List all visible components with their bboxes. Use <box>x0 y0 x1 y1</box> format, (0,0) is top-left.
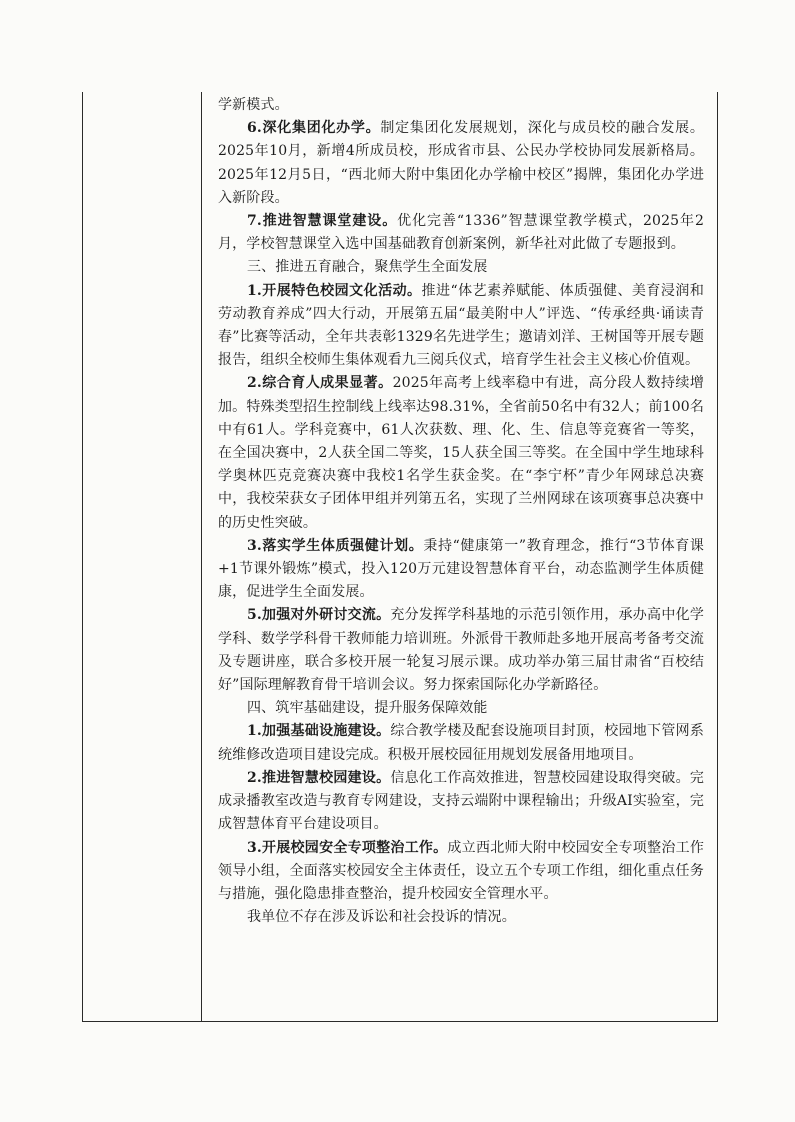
paragraph-6: 6.深化集团化办学。制定集团化发展规划，深化与成员校的融合发展。2025年10月，新增4所成员校，形成省市县、公民办学校协同发展新格局。2025年12月5日，“西北师大附中集团化办学榆中校区”揭牌，集团化办学进入新阶段。 <box>218 120 704 206</box>
section-heading-3: 三、推进五育融合，聚焦学生全面发展 <box>247 259 488 276</box>
paragraph-4-2: 2.推进智慧校园建设。信息化工作高效推进，智慧校园建设取得突破。完成录播教室改造与教育专网建设，支持云端附中课程输出；升级AI实验室，完成智慧体育平台建设项目。 <box>218 769 704 833</box>
closing-statement: 我单位不存在涉及诉讼和社会投诉的情况。 <box>247 909 516 926</box>
section-heading-4: 四、筑牢基础建设，提升服务保障效能 <box>247 700 488 717</box>
paragraph-0: 学新模式。 <box>218 97 289 113</box>
paragraph-3-2: 2.综合育人成果显著。2025年高考上线率稳中有进，高分段人数持续增加。特殊类型招生控制线上线率达98.31%，全省前50名中有32人；前100名中有61人。学科竞赛中，61人次获数、理、化、生、信息等竞赛省一等奖，在全国决赛中，2人获全国二等奖，15人获全国三等奖。在全国中学生地球科学奥林匹克竞赛决赛中我校1名学生获金奖。在“李宁杯”青少年网球总决赛中，我校荣获女子团体甲组并列第五名，实现了兰州网球在该项赛事总决赛中的历史性突破。 <box>218 375 705 531</box>
report-content <box>218 94 704 929</box>
paragraph-3-5: 5.加强对外研讨交流。充分发挥学科基地的示范引领作用，承办高中化学学科、数学学科骨干教师能力培训班。外派骨干教师赴多地开展高考备考交流及专题讲座，联合多校开展一轮复习展示课。成功举办第三届甘肃省“百校结好”国际理解教育骨干培训会议。努力探索国际化办学新路径。 <box>218 607 704 694</box>
paragraph-4-1: 1.加强基础设施建设。综合教学楼及配套设施项目封顶，校园地下管网系统维修改造项目建设完成。积极开展校园征用规划发展备用地项目。 <box>218 723 704 763</box>
paragraph-7: 7.推进智慧课堂建设。优化完善“1336”智慧课堂教学模式，2025年2月，学校智慧课堂入选中国基础教育创新案例，新华社对此做了专题报到。 <box>218 213 705 253</box>
paragraph-3-1: 1.开展特色校园文化活动。推进“体艺素养赋能、体质强健、美育浸润和劳动教育养成”四大行动，开展第五届“最美附中人”评选、“传承经典·诵读青春”比赛等活动，全年共表彰1329名先进学生；邀请刘洋、王树国等开展专题报告，组织全校师生集体观看九三阅兵仪式，培育学生社会主义核心价值观。 <box>218 282 704 369</box>
paragraph-4-3: 3.开展校园安全专项整治工作。成立西北师大附中校园安全专项整治工作领导小组，全面落实校园安全主体责任，设立五个专项工作组，细化重点任务与措施，强化隐患排查整治，提升校园安全管理水平。 <box>218 839 704 902</box>
paragraph-3-3: 3.落实学生体质强健计划。秉持“健康第一”教育理念，推行“3节体育课+1节课外锻炼”模式，投入120万元建设智慧体育平台，动态监测学生体质健康，促进学生全面发展。 <box>218 537 704 601</box>
column-divider <box>201 92 202 1022</box>
